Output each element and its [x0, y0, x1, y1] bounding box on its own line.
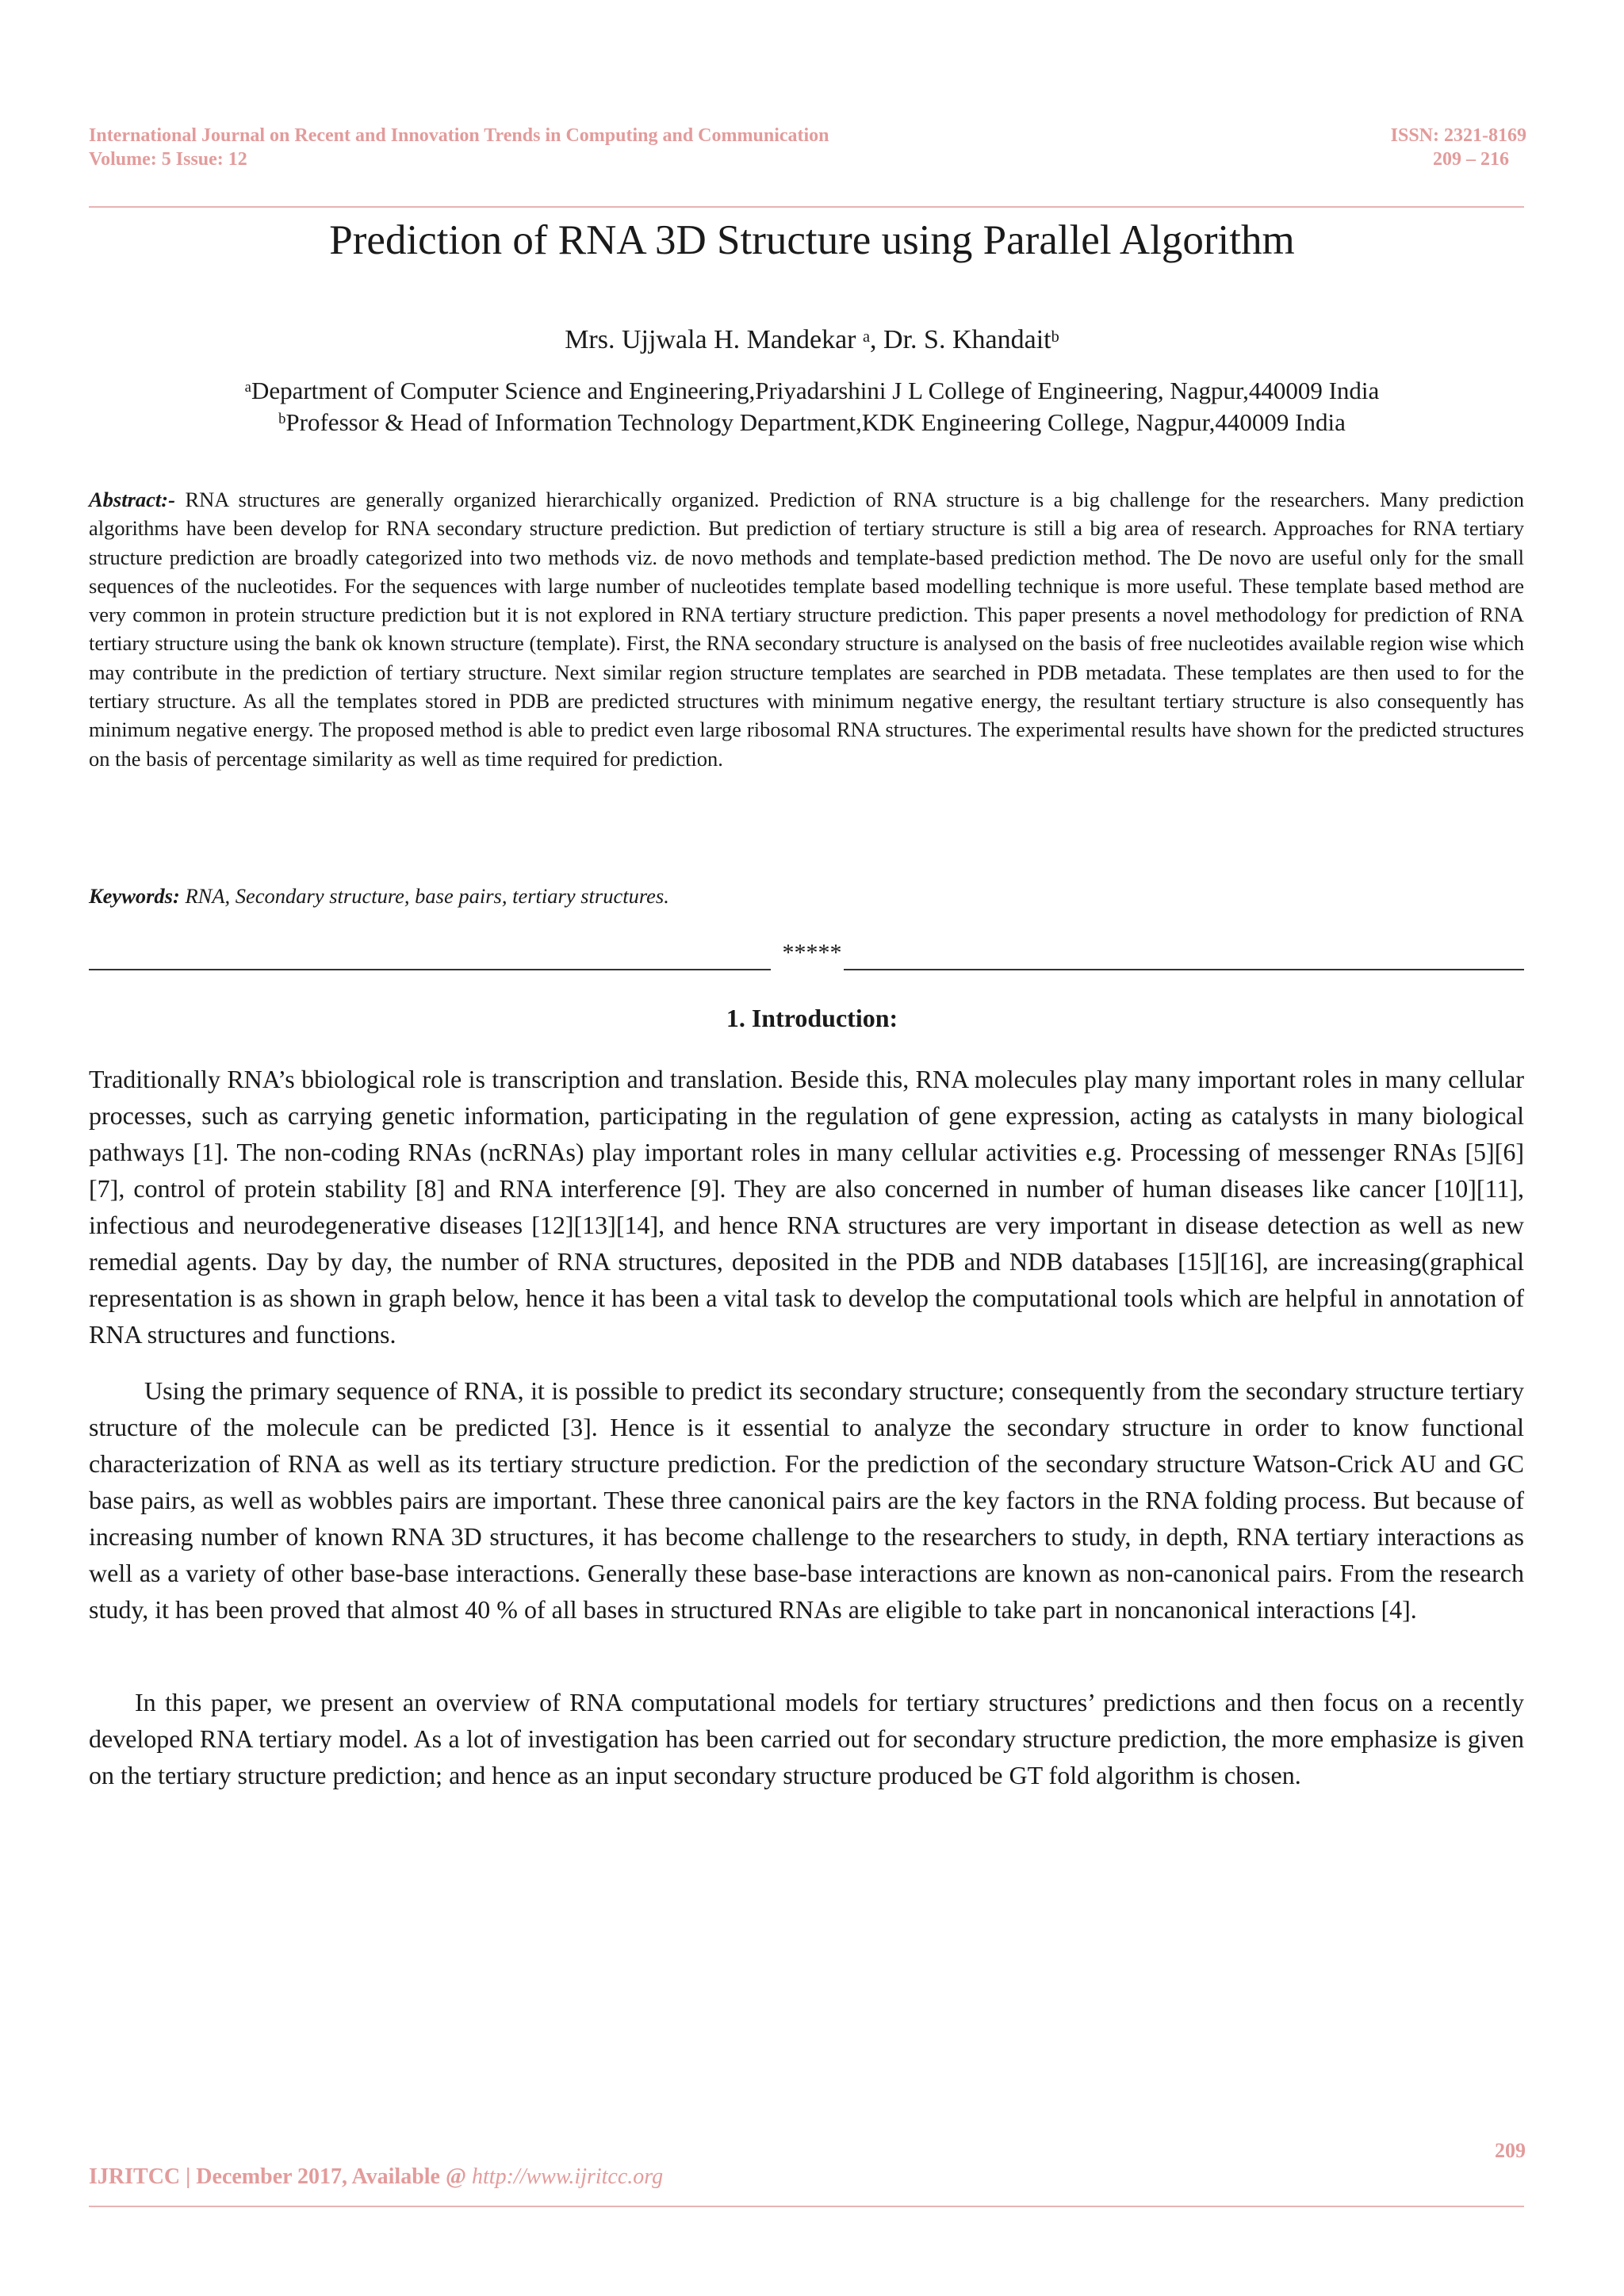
affiliation-a-text: Department of Computer Science and Engineering,Priyadarshini J L College of Engineering, Nagpur,440009 India — [251, 377, 1380, 404]
journal-header — [89, 124, 829, 171]
author-1-sup: a — [862, 328, 871, 346]
footer-label: IJRITCC | December 2017, Available @ — [89, 2164, 473, 2189]
author-line — [0, 323, 1624, 357]
abstract — [89, 485, 1524, 773]
divider-right-rule — [844, 969, 1524, 970]
author-1: Mrs. Ujjwala H. Mandekar — [565, 325, 856, 354]
author-separator: , — [870, 325, 884, 354]
section-heading: 1. Introduction: — [726, 1004, 898, 1032]
intro-paragraph-1: Traditionally RNA’s bbiological role is transcription and translation. Beside this, RNA molecules play many important roles in many cellular processes, such as carrying genetic information, participating in the regulation of gene expression, acting as catalysts in many biological pathways [1]. The non-coding RNAs (ncRNAs) play important roles in many cellular activities e.g. Processing of messenger RNAs [5][6][7], control of protein stability [8] and RNA interference [9]. They are also concerned in number of human diseases like cancer [10][11], infectious and neurodegenerative diseases [12][13][14], and hence RNA structures are very important in disease detection as well as new remedial agents. Day by day, the number of RNA structures, deposited in the PDB and NDB databases [15][16], are increasing(graphical representation is as shown in graph below, hence it has been a vital task to develop the computational tools which are helpful in annotation of RNA structures and functions. — [89, 1065, 1524, 1349]
author-2: Dr. S. Khandait — [883, 325, 1051, 354]
affiliation-a-sup: a — [244, 379, 251, 396]
journal-pages: 209 – 216 — [1433, 149, 1509, 170]
author-2-sup: b — [1051, 328, 1059, 346]
divider-stars: ***** — [782, 939, 842, 966]
divider-left-rule — [89, 969, 771, 970]
intro-paragraph-3: In this paper, we present an overview of RNA computational models for tertiary structures’ predictions and then focus on a recently developed RNA tertiary model. As a lot of investigation has been carried out for secondary structure prediction, the more emphasize is given on the tertiary structure prediction; and hence as an input secondary structure produced be GT fold algorithm is chosen. — [89, 1688, 1524, 1789]
journal-volume: Volume: 5 Issue: 12 — [89, 149, 247, 170]
footer-url-link[interactable]: http://www.ijritcc.org — [472, 2164, 664, 2189]
keywords-label: Keywords: — [89, 884, 180, 908]
paper-title: Prediction of RNA 3D Structure using Parallel Algorithm — [329, 217, 1295, 263]
abstract-label: Abstract:- — [89, 488, 175, 511]
journal-issn: ISSN: 2321-8169 — [1390, 125, 1526, 146]
footer-text — [89, 2164, 663, 2190]
abstract-text: RNA structures are generally organized hierarchically organized. Prediction of RNA structure is a big challenge for the researchers. Many prediction algorithms have been develop for RNA secondary structure prediction. But prediction of tertiary structure is still a big area of research. Approaches for RNA tertiary structure prediction are broadly categorized into two methods viz. de novo methods and template-based prediction method. The De novo are useful only for the small sequences of the nucleotides. For the sequences with large number of nucleotides template based modelling technique is more useful. These template based method are very common in protein structure prediction but it is not explored in RNA tertiary structure prediction. This paper presents a novel methodology for prediction of RNA tertiary structure using the bank ok known structure (template). First, the RNA secondary structure is analysed on the basis of free nucleotides available region wise which may contribute in the prediction of tertiary structure. Next similar region structure templates are searched in PDB metadata. These templates are then used to for the tertiary structure. As all the templates stored in PDB are predicted structures with minimum negative energy, the resultant tertiary structure is also consequently has minimum negative energy. The proposed method is able to predict even large ribosomal RNA structures. The experimental results have shown for the predicted structures on the basis of percentage similarity as well as time required for prediction. — [89, 488, 1524, 771]
footer-rule — [89, 2206, 1524, 2207]
affiliation-b-text: Professor & Head of Information Technology Department,KDK Engineering College, Nagpur,440009 India — [285, 408, 1346, 436]
affiliation-b — [0, 406, 1624, 439]
affiliation-b-sup: b — [278, 411, 286, 427]
keywords-text: RNA, Secondary structure, base pairs, tertiary structures. — [179, 884, 669, 908]
journal-name: International Journal on Recent and Innovation Trends in Computing and Communication — [89, 125, 829, 146]
page-number: 209 — [1495, 2139, 1526, 2162]
journal-issn-block — [1391, 124, 1526, 171]
keywords — [89, 882, 1524, 910]
header-rule — [89, 206, 1524, 208]
intro-paragraph-2: Using the primary sequence of RNA, it is possible to predict its secondary structure; consequently from the secondary structure tertiary structure of the molecule can be predicted [3]. Hence is it essential to analyze the secondary structure in order to know functional characterization of RNA as well as its tertiary structure prediction. For the prediction of the secondary structure Watson-Crick AU and GC base pairs, as well as wobbles pairs are important. These three canonical pairs are the key factors in the RNA folding process. But because of increasing number of known RNA 3D structures, it has become challenge to the researchers to study, in depth, RNA tertiary interactions as well as a variety of other base-base interactions. Generally these base-base interactions are known as non-canonical pairs. From the research study, it has been proved that almost 40 % of all bases in structured RNAs are eligible to take part in noncanonical interactions [4]. — [89, 1376, 1524, 1624]
affiliation-a — [0, 374, 1624, 408]
